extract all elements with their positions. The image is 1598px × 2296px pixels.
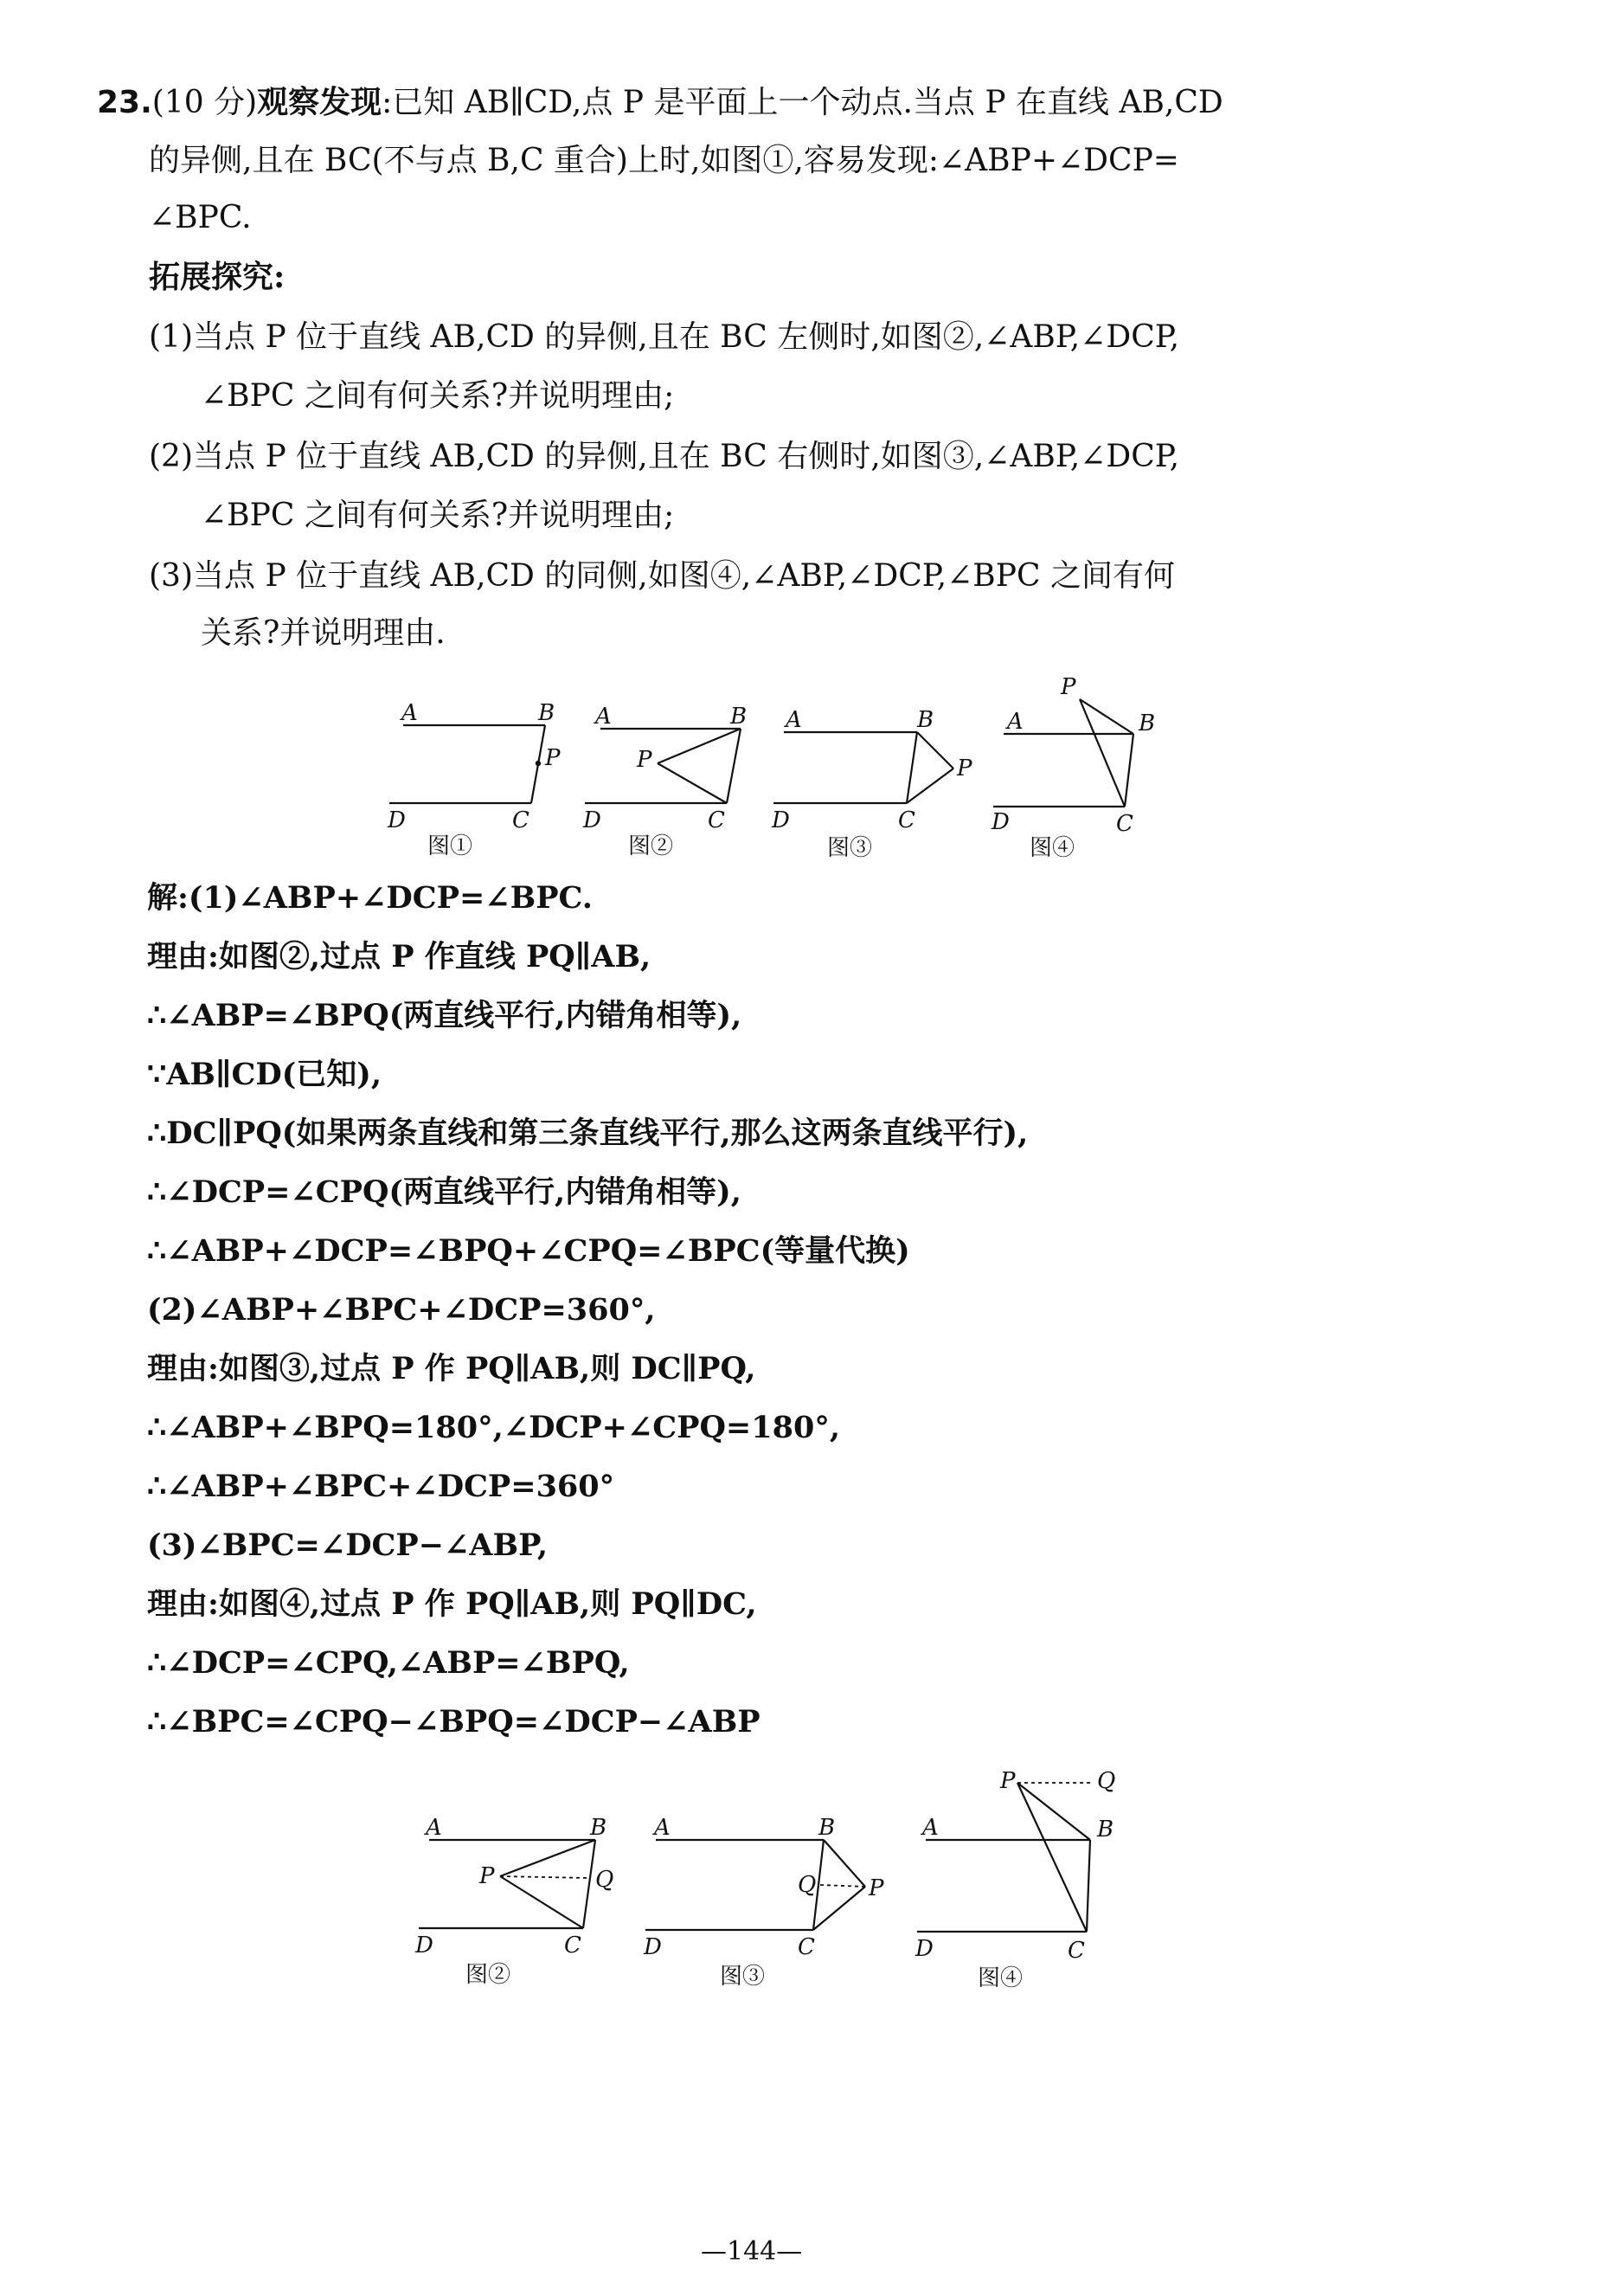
figures-bottom xyxy=(407,1765,1151,1999)
problem-heading: 观察发现 xyxy=(257,84,382,120)
bfig3-label-q: Q xyxy=(798,1872,817,1898)
solution-line-10: ∴∠ABP+∠BPQ=180°,∠DCP+∠CPQ=180°, xyxy=(147,1410,841,1445)
bfig2-label-q: Q xyxy=(595,1867,614,1893)
problem-line-3: ∠BPC. xyxy=(149,200,252,235)
problem-score: (10 分) xyxy=(151,85,258,120)
question-1-line-a: (1)当点 P 位于直线 AB,CD 的异侧,且在 BC 左侧时,如图②,∠ABP,∠DCP, xyxy=(149,319,1180,355)
problem-line-1 xyxy=(97,83,1223,122)
question-3-line-b: 关系?并说明理由. xyxy=(201,615,446,651)
bfig4-label-a: A xyxy=(922,1815,939,1841)
fig3-caption: 图③ xyxy=(827,835,873,861)
fig3-label-d: D xyxy=(772,807,790,833)
solution-line-1: 解:(1)∠ABP+∠DCP=∠BPC. xyxy=(147,880,593,916)
bfig2-label-a: A xyxy=(426,1815,442,1841)
problem-line-2: 的异侧,且在 BC(不与点 B,C 重合)上时,如图①,容易发现:∠ABP+∠DCP= xyxy=(149,143,1179,178)
fig3-label-c: C xyxy=(898,807,915,833)
bfig4-caption: 图④ xyxy=(978,1965,1024,1991)
figures-top xyxy=(372,675,1168,874)
problem-number: 23. xyxy=(97,85,152,120)
bfig2-caption: 图② xyxy=(465,1962,511,1988)
bfig4-label-q: Q xyxy=(1097,1768,1116,1794)
bfig4-label-p: P xyxy=(1000,1768,1016,1794)
bfig3-label-a: A xyxy=(654,1815,671,1841)
question-3-line-a: (3)当点 P 位于直线 AB,CD 的同侧,如图④,∠ABP,∠DCP,∠BPC 之间有何 xyxy=(149,558,1175,594)
solution-line-9: 理由:如图③,过点 P 作 PQ∥AB,则 DC∥PQ, xyxy=(147,1351,756,1386)
solution-line-8: (2)∠ABP+∠BPC+∠DCP=360°, xyxy=(147,1292,656,1328)
fig2-label-p: P xyxy=(637,747,652,773)
fig4-label-c: C xyxy=(1116,811,1133,837)
solution-line-13: 理由:如图④,过点 P 作 PQ∥AB,则 PQ∥DC, xyxy=(147,1586,757,1622)
bfig3-label-c: C xyxy=(798,1934,815,1960)
fig1-label-p: P xyxy=(545,745,561,771)
fig1-label-b: B xyxy=(538,700,555,726)
solution-line-2: 理由:如图②,过点 P 作直线 PQ∥AB, xyxy=(147,939,651,974)
solution-line-7: ∴∠ABP+∠DCP=∠BPQ+∠CPQ=∠BPC(等量代换) xyxy=(147,1233,910,1269)
bfig2-label-c: C xyxy=(564,1933,581,1958)
page-number: —144— xyxy=(701,2236,803,2267)
solution-line-15: ∴∠BPC=∠CPQ−∠BPQ=∠DCP−∠ABP xyxy=(147,1704,760,1740)
solution-line-11: ∴∠ABP+∠BPC+∠DCP=360° xyxy=(147,1469,615,1504)
fig1-caption: 图① xyxy=(427,833,473,859)
solution-line-4: ∵AB∥CD(已知), xyxy=(147,1057,382,1092)
fig1-label-c: C xyxy=(512,807,529,833)
fig3-label-p: P xyxy=(957,756,972,781)
bfig2-label-b: B xyxy=(590,1815,607,1841)
fig4-label-d: D xyxy=(992,809,1010,835)
bfig2-label-p: P xyxy=(479,1863,495,1889)
fig2-label-d: D xyxy=(583,807,601,833)
bfig4-label-d: D xyxy=(915,1936,934,1962)
solution-line-5: ∴DC∥PQ(如果两条直线和第三条直线平行,那么这两条直线平行), xyxy=(147,1116,1029,1151)
fig4-label-b: B xyxy=(1139,711,1156,736)
extend-title: 拓展探究: xyxy=(149,259,286,295)
solution-line-3: ∴∠ABP=∠BPQ(两直线平行,内错角相等), xyxy=(147,998,742,1033)
solution-line-14: ∴∠DCP=∠CPQ,∠ABP=∠BPQ, xyxy=(147,1645,630,1681)
fig4-label-p: P xyxy=(1061,675,1076,700)
solution-line-6: ∴∠DCP=∠CPQ(两直线平行,内错角相等), xyxy=(147,1174,741,1210)
solution-line-12: (3)∠BPC=∠DCP−∠ABP, xyxy=(147,1527,549,1563)
bfig3-caption: 图③ xyxy=(720,1964,766,1990)
bfig2-label-d: D xyxy=(415,1933,433,1958)
point-p-fig1 xyxy=(536,761,541,766)
bfig4-label-b: B xyxy=(1097,1817,1114,1843)
bfig3-label-d: D xyxy=(644,1934,662,1960)
fig4-label-a: A xyxy=(1007,709,1024,735)
problem-text-1: :已知 AB∥CD,点 P 是平面上一个动点.当点 P 在直线 AB,CD xyxy=(382,85,1223,120)
question-2-line-a: (2)当点 P 位于直线 AB,CD 的异侧,且在 BC 右侧时,如图③,∠ABP,∠DCP, xyxy=(149,439,1180,474)
fig4-caption: 图④ xyxy=(1030,835,1075,861)
fig2-label-b: B xyxy=(730,704,748,730)
fig2-label-c: C xyxy=(708,807,725,833)
fig1-label-d: D xyxy=(388,807,406,833)
fig1-label-a: A xyxy=(401,700,418,726)
bfig3-label-p: P xyxy=(869,1875,884,1901)
fig3-label-b: B xyxy=(917,707,934,733)
fig3-label-a: A xyxy=(786,707,802,733)
bfig3-label-b: B xyxy=(818,1815,836,1841)
question-2-line-b: ∠BPC 之间有何关系?并说明理由; xyxy=(201,498,675,533)
fig2-label-a: A xyxy=(595,704,612,730)
bfig4-label-c: C xyxy=(1068,1938,1085,1964)
fig2-caption: 图② xyxy=(628,833,674,859)
question-1-line-b: ∠BPC 之间有何关系?并说明理由; xyxy=(201,378,675,414)
